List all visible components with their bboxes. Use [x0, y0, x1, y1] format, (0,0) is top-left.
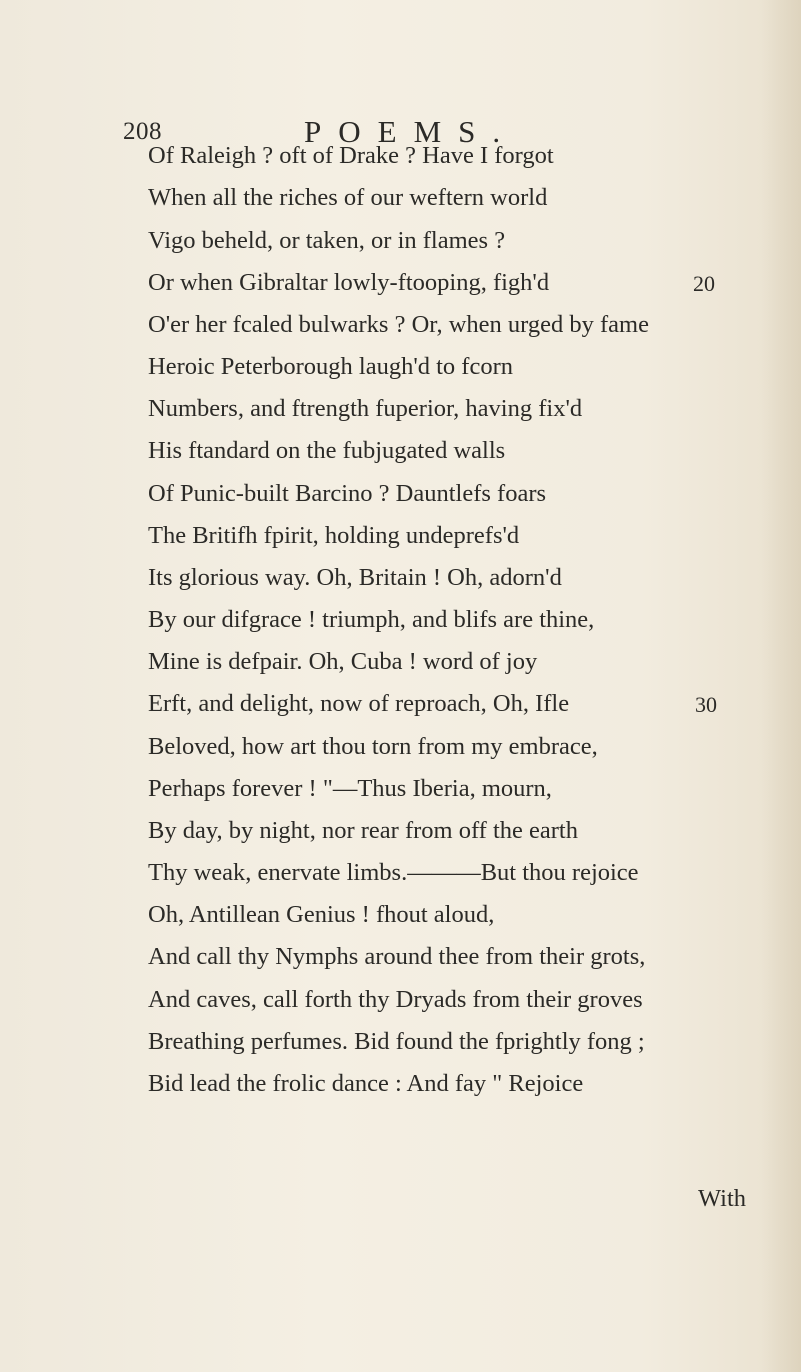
page-number: 208 [123, 118, 162, 145]
verse-line: Or when Gibraltar lowly-ftooping, figh'd [148, 269, 550, 296]
line-number-30: 30 [695, 692, 717, 717]
verse-line: Oh, Antillean Genius ! fhout aloud, [148, 901, 495, 928]
verse-line: By day, by night, nor rear from off the earth [148, 817, 578, 844]
verse-line: When all the riches of our weftern world [148, 184, 548, 211]
verse-line: His ftandard on the fubjugated walls [148, 437, 506, 464]
verse-line: Heroic Peterborough laugh'd to fcorn [148, 353, 513, 380]
verse-line: Perhaps forever ! "—Thus Iberia, mourn, [148, 775, 552, 802]
verse-line: Beloved, how art thou torn from my embrace, [148, 733, 598, 760]
verse-line: Breathing perfumes. Bid found the fprightly fong ; [148, 1028, 645, 1055]
running-head: POEMS. [304, 114, 518, 149]
verse-line: And call thy Nymphs around thee from their grots, [148, 943, 646, 970]
line-number-20: 20 [693, 271, 715, 296]
verse-line: Erft, and delight, now of reproach, Oh, Ifle [148, 690, 570, 717]
verse-line: Vigo beheld, or taken, or in flames ? [148, 227, 506, 254]
verse-line: Of Punic-built Barcino ? Dauntlefs foars [148, 480, 547, 507]
catchword: With [698, 1185, 747, 1212]
page-edge-shadow [761, 0, 801, 1372]
verse-line: Numbers, and ftrength fuperior, having fix'd [148, 395, 583, 422]
verse-line: The Britifh fpirit, holding undeprefs'd [148, 522, 520, 549]
verse-line: Mine is defpair. Oh, Cuba ! word of joy [148, 648, 538, 675]
verse-line: Bid lead the frolic dance : And fay " Rejoice [148, 1070, 584, 1097]
verse-line: And caves, call forth thy Dryads from their groves [148, 986, 643, 1013]
verse-line: Its glorious way. Oh, Britain ! Oh, adorn'd [148, 564, 562, 591]
verse-line: Of Raleigh ? oft of Drake ? Have I forgot [148, 142, 554, 169]
verse-line: Thy weak, enervate limbs.———But thou rejoice [148, 859, 639, 886]
verse-line: O'er her fcaled bulwarks ? Or, when urged by fame [148, 311, 649, 338]
verse-line: By our difgrace ! triumph, and blifs are thine, [148, 606, 595, 633]
